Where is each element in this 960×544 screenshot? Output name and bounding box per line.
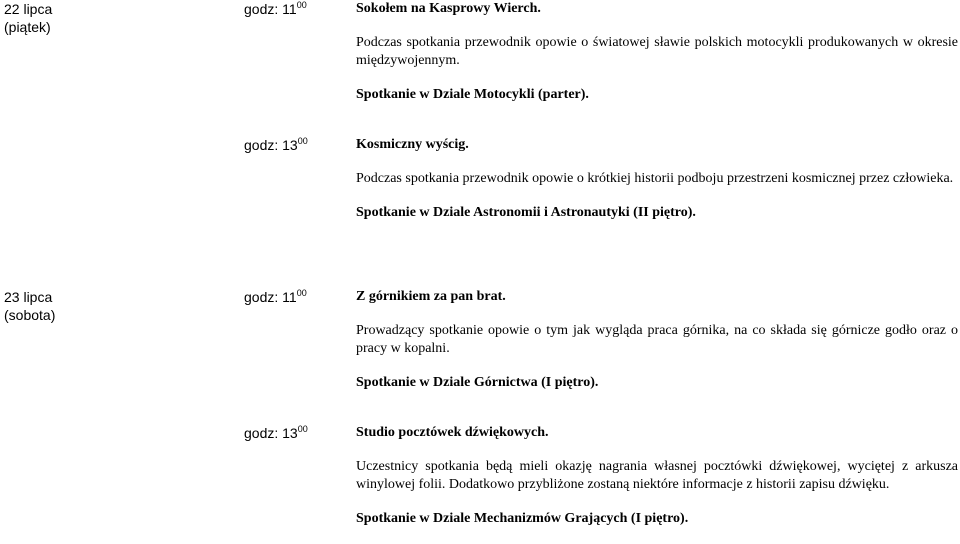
event-place: Spotkanie w Dziale Astronomii i Astronautyki (II piętro). <box>356 205 696 220</box>
time-prefix: godz: <box>244 137 279 153</box>
event-time <box>244 288 307 306</box>
time-hour: 13 <box>282 425 298 441</box>
day-weekday: (sobota) <box>4 307 56 323</box>
event-place: Spotkanie w Dziale Górnictwa (I piętro). <box>356 375 599 390</box>
time-hour: 11 <box>282 1 297 17</box>
day-date: 23 lipca <box>4 289 53 305</box>
time-hour: 13 <box>282 137 298 153</box>
event-place: Spotkanie w Dziale Motocykli (parter). <box>356 87 589 102</box>
event-entry <box>356 288 958 392</box>
time-prefix: godz: <box>244 289 279 305</box>
time-minutes: 00 <box>297 136 308 146</box>
event-time <box>244 0 307 18</box>
event-title: Studio pocztówek dźwiękowych. <box>356 425 549 440</box>
time-minutes: 00 <box>297 424 308 434</box>
event-description: Podczas spotkania przewodnik opowie o krótkiej historii podboju przestrzeni kosmicznej przez człowieka. <box>356 171 954 186</box>
event-description: Podczas spotkania przewodnik opowie o światowej sławie polskich motocykli produkowanych w okresie międzywojennym. <box>356 35 958 68</box>
day-date-block <box>4 0 52 36</box>
time-prefix: godz: <box>244 425 279 441</box>
time-prefix: godz: <box>244 1 279 17</box>
event-time <box>244 424 308 442</box>
time-hour: 11 <box>282 289 297 305</box>
event-time <box>244 136 308 154</box>
day-date: 22 lipca <box>4 1 53 17</box>
event-title: Kosmiczny wyścig. <box>356 137 469 152</box>
event-entry <box>356 424 958 528</box>
time-minutes: 00 <box>296 0 307 10</box>
event-entry <box>356 136 958 222</box>
time-minutes: 00 <box>296 288 307 298</box>
event-description: Prowadzący spotkanie opowie o tym jak wygląda praca górnika, na co składa się górnicze godło oraz o pracy w kopalni. <box>356 323 958 356</box>
event-place: Spotkanie w Dziale Mechanizmów Grających (I piętro). <box>356 511 689 526</box>
event-description: Uczestnicy spotkania będą mieli okazję nagrania własnej pocztówki dźwiękowej, wyciętej z arkusza winylowej folii. Dodatkowo przybliżone zostaną niektóre informacje z historii zapisu dźwięku. <box>356 459 958 492</box>
event-title: Z górnikiem za pan brat. <box>356 289 506 304</box>
event-entry <box>356 0 958 104</box>
event-title: Sokołem na Kasprowy Wierch. <box>356 1 541 16</box>
day-weekday: (piątek) <box>4 19 51 35</box>
day-date-block <box>4 288 55 324</box>
